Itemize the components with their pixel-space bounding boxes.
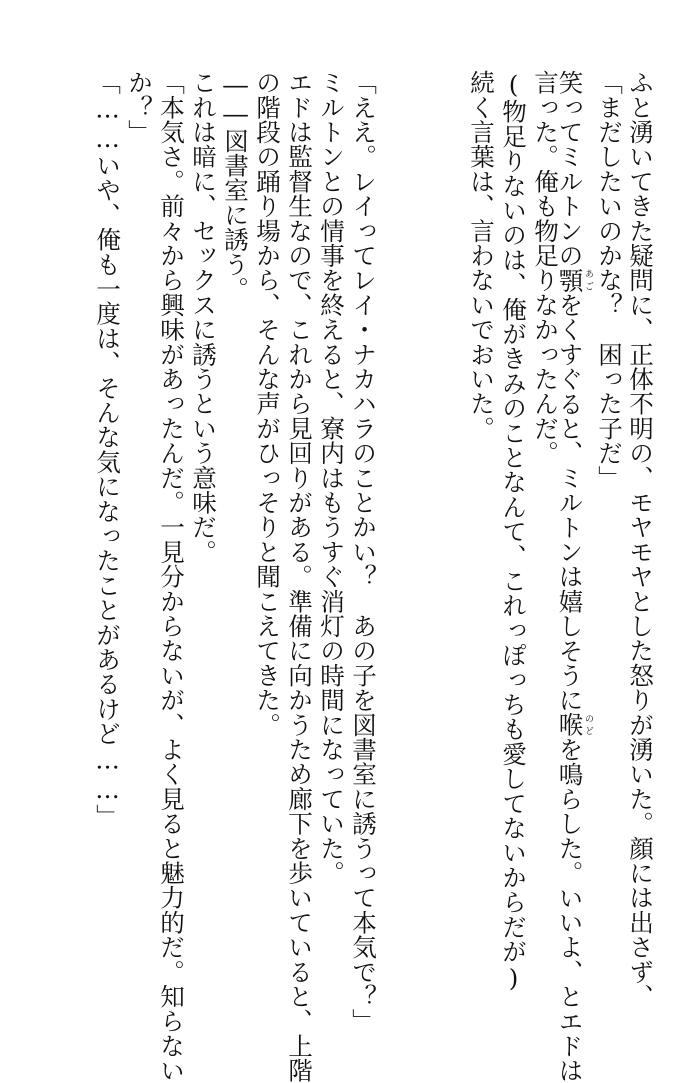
text-column-6: 続く言葉は、言わないでおいた。	[467, 70, 496, 441]
text-column-1: ふと湧いてきた疑問に、正体不明の、モヤモヤとした怒りが湧いた。顔には出さず、	[626, 70, 655, 1009]
text-column-9: エドは監督生なので、これから見回りがある。準備に向かうため廊下を歩いていると、上階	[285, 70, 314, 1083]
text-column-14: か？」	[125, 70, 154, 145]
text-column-10: の階段の踊り場から、そんな声がひっそりと聞こえてきた。	[253, 70, 282, 737]
text-column-12: これは暗に、セックスに誘うという意味だ。	[189, 70, 218, 564]
text-column-8: ミルトンとの情事を終えると、寮内はもうすぐ消灯の時間になっていた。	[317, 70, 346, 886]
text-column-15: 「……いや、俺も一度は、そんな気になったことがあるけど……」	[93, 70, 122, 829]
text-column-2: 「まだしたいのかな？ 困った子だ」	[595, 70, 624, 490]
text-column-11: ――図書室に誘う。	[221, 70, 250, 302]
text-column-13: 「本気さ。前々から興味があったんだ。一見分からないが、よく見ると魅力的だ。知らない	[157, 70, 186, 1083]
text-column-7: 「ええ。レイってレイ・ナカハラのことかい？ あの子を図書室に誘うって本気で？」	[349, 70, 378, 1034]
text-column-5: (物足りないのは、俺がきみのことなんて、これっぽっちも愛してないからだが)	[499, 70, 528, 993]
text-column-4: 言った。俺も物足りなかったんだ。	[531, 70, 560, 466]
text-column-3: 笑ってミルトンの顎あごをくすぐると、ミルトンは嬉しそうに喉のどを鳴らした。いいよ、とエドは	[555, 70, 593, 1083]
